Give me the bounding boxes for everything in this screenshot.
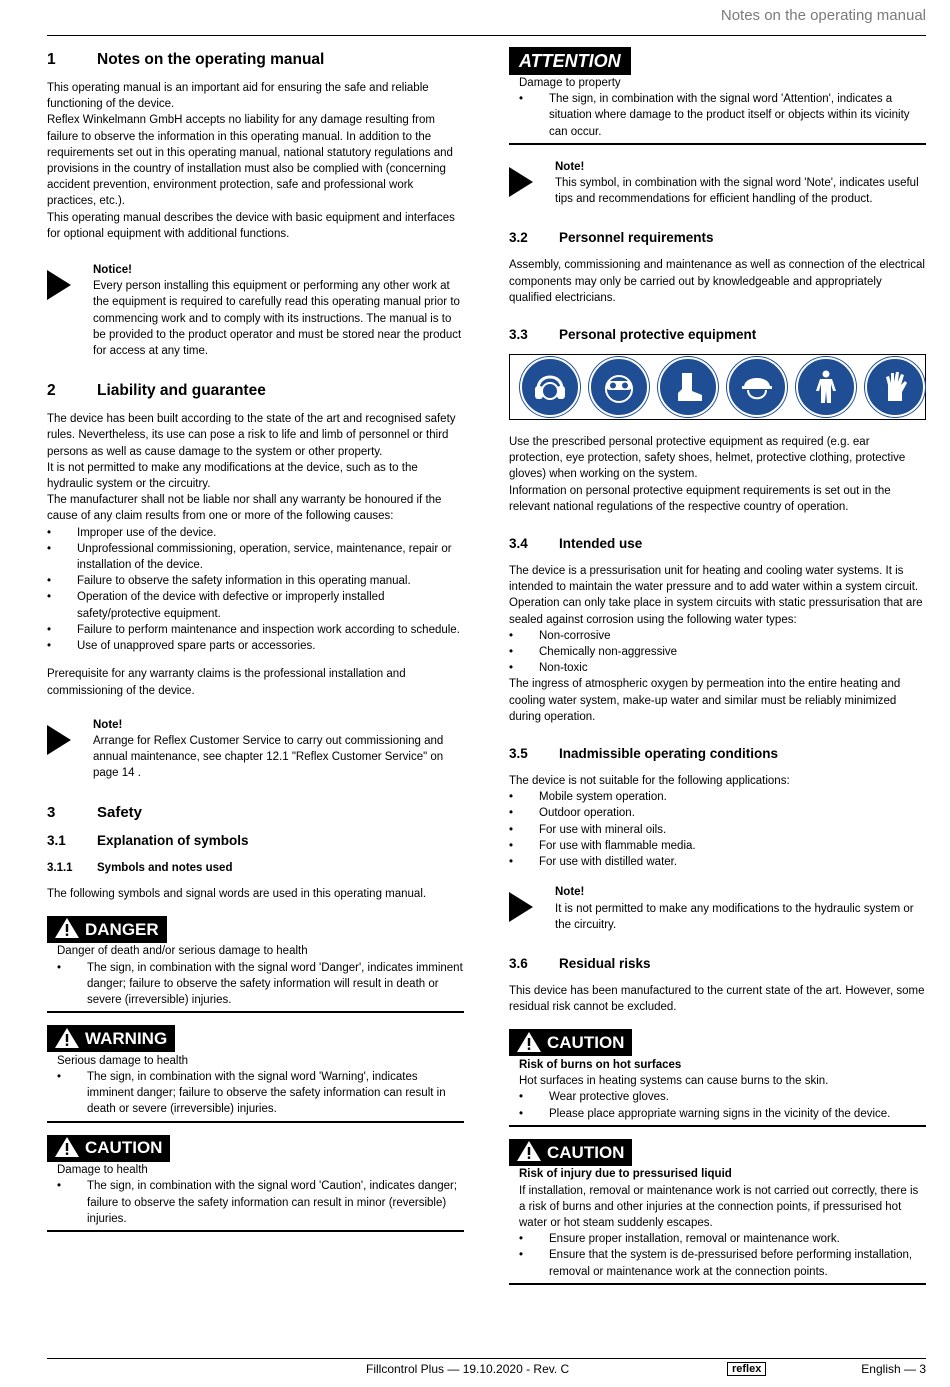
header-rule: [47, 35, 926, 36]
list-item: • Chemically non-aggressive: [509, 644, 926, 660]
warning-triangle-icon: [517, 1032, 541, 1055]
protective-clothing-icon: [796, 357, 856, 417]
list-item: • Operation of the device with defective or improperly installed safety/protective equipment.: [47, 589, 464, 621]
list-item: • Ensure proper installation, removal or maintenance work.: [519, 1231, 926, 1247]
section-3-3-heading: 3.3 Personal protective equipment: [509, 327, 757, 343]
section-2-heading: 2 Liability and guarantee: [47, 382, 266, 400]
note-title: Note!: [555, 886, 585, 899]
risk-title: Risk of burns on hot surfaces: [519, 1058, 682, 1071]
list-item: • For use with distilled water.: [509, 854, 926, 870]
section-1-paragraph: Reflex Winkelmann GmbH accepts no liability for any damage resulting from failure to observe the information in this operating manual. In addition to the requirements set out in this operating manual, national statutory regulations and provisions in the country of installation must also be complied with (concerning accident prevention, environment protection, safe and professional work practices, etc.).: [47, 114, 453, 208]
section-3-4-heading: 3.4 Intended use: [509, 536, 643, 552]
list-item: • Ensure that the system is de-pressurised before performing installation, removal or maintenance work at the connection points.: [519, 1247, 926, 1279]
caution-pressurised-liquid-block: [509, 1139, 926, 1285]
warning-triangle-icon: [55, 918, 79, 941]
danger-block: [47, 916, 464, 1013]
arrow-icon: [509, 884, 555, 933]
water-types-list: [509, 628, 926, 677]
list-item: • The sign, in combination with the signal word 'Warning', indicates imminent danger; failure to observe the safety information can result in death or severe (irreversible) injuries.: [57, 1069, 464, 1118]
danger-badge: DANGER: [47, 916, 167, 943]
footer-page-number: English — 3: [861, 1362, 926, 1376]
list-item: • Please place appropriate warning signs in the vicinity of the device.: [519, 1106, 926, 1122]
warning-triangle-icon: [55, 1028, 79, 1051]
attention-block: [509, 47, 926, 145]
note-text: It is not permitted to make any modifications to the hydraulic system or the circuitry.: [555, 902, 914, 931]
section-3-3-paragraph: Use the prescribed personal protective equipment as required (e.g. ear protection, eye protection, safety shoes, helmet, protective clothing, protective gloves) when working on the system.: [509, 436, 906, 481]
list-item: • For use with mineral oils.: [509, 822, 926, 838]
reflex-logo: reflex: [727, 1362, 766, 1376]
risk-title: Risk of injury due to pressurised liquid: [519, 1168, 732, 1181]
list-item: • Non-corrosive: [509, 628, 926, 644]
section-3-1-heading: 3.1 Explanation of symbols: [47, 832, 249, 848]
section-3-4-paragraph: The ingress of atmospheric oxygen by permeation into the entire heating and cooling water system, make-up water and similar must be reliably minimized during operation.: [509, 678, 901, 723]
helmet-icon: [727, 357, 787, 417]
section-2-paragraph: The manufacturer shall not be liable nor shall any warranty be honoured if the cause of any claim results from one or more of the following causes:: [47, 494, 442, 523]
section-3-5-paragraph: The device is not suitable for the following applications:: [509, 775, 790, 788]
arrow-icon: [47, 262, 93, 359]
list-item: • Improper use of the device.: [47, 525, 464, 541]
list-item: • The sign, in combination with the signal word 'Attention', indicates a situation where damage to the product itself or objects within its vicinity can occur.: [519, 91, 926, 140]
right-column: [509, 47, 926, 1293]
caution-head: Damage to health: [57, 1164, 148, 1177]
danger-head: Danger of death and/or serious damage to health: [57, 945, 308, 958]
section-3-4-paragraph: The device is a pressurisation unit for heating and cooling water systems. It is intended to maintain the water pressure and to add water within a system circuit. Operation can only take place in system circuits with static pressurisation that are sealed against corrosion using the following water types:: [509, 565, 923, 626]
left-column: [47, 50, 464, 1240]
header-title: Notes on the operating manual: [720, 7, 926, 24]
warning-triangle-icon: [517, 1141, 541, 1164]
note-text: This symbol, in combination with the signal word 'Note', indicates useful tips and recommendations for efficient handling of the product.: [555, 177, 919, 206]
warning-block: [47, 1025, 464, 1122]
list-item: • Failure to perform maintenance and inspection work according to schedule.: [47, 622, 464, 638]
list-item: • Unprofessional commissioning, operation, service, maintenance, repair or installation of the device.: [47, 541, 464, 573]
notice-text: Every person installing this equipment or performing any other work at the equipment is required to carefully read this operating manual prior to commencing work and to comply with its instructions. The manual is to be provided to the product operator and must be stored near the product for access at any time.: [93, 280, 462, 358]
causes-list: [47, 525, 464, 655]
list-item: • The sign, in combination with the signal word 'Danger', indicates imminent danger; failure to observe the safety information will result in death or severe (irreversible) injuries.: [57, 960, 464, 1009]
footer-doc-info: Fillcontrol Plus — 19.10.2020 - Rev. C: [366, 1362, 570, 1376]
protective-gloves-icon: [865, 357, 925, 417]
list-item: • Mobile system operation.: [509, 789, 926, 805]
section-3-2-text: Assembly, commissioning and maintenance as well as connection of the electrical components may only be carried out by knowledgeable and appropriately qualified electricians.: [509, 259, 925, 304]
list-item: • Outdoor operation.: [509, 805, 926, 821]
caution-hot-surfaces-block: [509, 1029, 926, 1126]
section-3-6-heading: 3.6 Residual risks: [509, 955, 651, 971]
section-3-heading: 3 Safety: [47, 803, 143, 821]
attention-badge: ATTENTION: [509, 47, 631, 75]
section-3-6-paragraph: This device has been manufactured to the current state of the art. However, some residual risk cannot be excluded.: [509, 984, 925, 1014]
risk-text: Hot surfaces in heating systems can cause burns to the skin.: [519, 1075, 829, 1088]
section-1-paragraph: This operating manual describes the device with basic equipment and interfaces for optional equipment with additional functions.: [47, 211, 455, 240]
attention-head: Damage to property: [519, 77, 621, 89]
note-box: [509, 159, 926, 208]
section-2-paragraph: It is not permitted to make any modifications at the device, such as to the hydraulic system or the circuitry.: [47, 461, 418, 491]
section-3-1-1-heading: 3.1.1 Symbols and notes used: [47, 861, 233, 874]
safety-shoes-icon: [658, 357, 718, 417]
caution-block: [47, 1135, 464, 1232]
eye-protection-icon: [589, 357, 649, 417]
note-box: [509, 884, 926, 933]
caution-badge: CAUTION: [509, 1139, 632, 1166]
section-3-5-heading: 3.5 Inadmissible operating conditions: [509, 746, 779, 762]
section-3-3-paragraph: Information on personal protective equipment requirements is set out in the relevant national regulations of the respective country of operation.: [509, 484, 891, 513]
list-item: • Failure to observe the safety information in this operating manual.: [47, 573, 464, 589]
ppe-icons-box: [509, 354, 926, 420]
warning-triangle-icon: [55, 1137, 79, 1160]
caution-badge: CAUTION: [47, 1135, 170, 1162]
section-1-heading: 1 Notes on the operating manual: [47, 51, 325, 68]
notice-title: Notice!: [93, 264, 132, 277]
section-3-1-1-text: The following symbols and signal words are used in this operating manual.: [47, 887, 427, 900]
section-1-paragraph: This operating manual is an important aid for ensuring the safe and reliable functioning of the device.: [47, 82, 429, 111]
risk-text: If installation, removal or maintenance work is not carried out correctly, there is a risk of burns and other injuries at the connection points, if pressurised hot water or hot steam suddenly escapes.: [519, 1184, 919, 1229]
section-2-paragraph: Prerequisite for any warranty claims is the professional installation and commissioning of the device.: [47, 668, 406, 697]
list-item: • For use with flammable media.: [509, 838, 926, 854]
note-box: [47, 717, 464, 782]
inadmissible-list: [509, 789, 926, 870]
section-3-2-heading: 3.2 Personnel requirements: [509, 230, 714, 246]
section-2-paragraph: The device has been built according to the state of the art and recognised safety rules. Nevertheless, its use can pose a risk to life and limb of personnel or third persons as well as cause damage to the system or other property.: [47, 413, 456, 458]
note-text: Arrange for Reflex Customer Service to carry out commissioning and annual maintenance, see chapter 12.1 "Reflex Customer Service" on page 14 .: [93, 734, 444, 780]
footer-rule: [47, 1358, 926, 1359]
notice-box: [47, 262, 464, 359]
warning-badge: WARNING: [47, 1025, 175, 1052]
list-item: • The sign, in combination with the signal word 'Caution', indicates danger; failure to observe the safety information can result in minor (reversible) injuries.: [57, 1178, 464, 1227]
arrow-icon: [47, 717, 93, 782]
warning-head: Serious damage to health: [57, 1054, 189, 1067]
arrow-icon: [509, 159, 555, 208]
list-item: • Use of unapproved spare parts or accessories.: [47, 638, 464, 654]
note-title: Note!: [555, 160, 585, 173]
list-item: • Non-toxic: [509, 660, 926, 676]
list-item: • Wear protective gloves.: [519, 1089, 926, 1105]
note-title: Note!: [93, 718, 123, 731]
ear-protection-icon: [520, 357, 580, 417]
caution-badge: CAUTION: [509, 1029, 632, 1056]
